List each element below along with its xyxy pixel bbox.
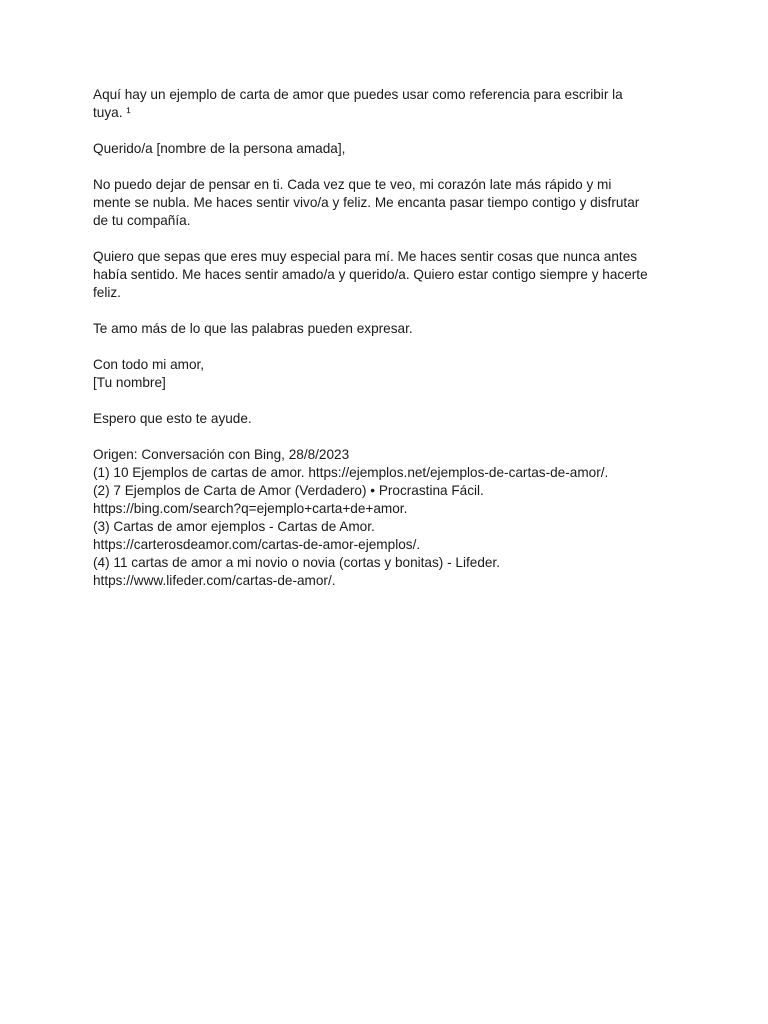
greeting-line: Querido/a [nombre de la persona amada],	[93, 141, 346, 156]
outro	[93, 410, 683, 428]
greeting	[93, 140, 683, 158]
paragraph-1-line-1: No puedo dejar de pensar en ti. Cada vez que te veo, mi corazón late más rápido y mi	[93, 177, 612, 192]
source-line-7: https://www.lifeder.com/cartas-de-amor/.	[93, 573, 336, 588]
closing-block	[93, 356, 683, 392]
source-line-4: (3) Cartas de amor ejemplos - Cartas de Amor.	[93, 519, 375, 534]
source-line-5: https://carterosdeamor.com/cartas-de-amor-ejemplos/.	[93, 537, 421, 552]
sources-header: Origen: Conversación con Bing, 28/8/2023	[93, 447, 350, 462]
paragraph-2-line-3: feliz.	[93, 285, 121, 300]
source-line-3: https://bing.com/search?q=ejemplo+carta+de+amor.	[93, 501, 408, 516]
intro-line-2: tuya. ¹	[93, 105, 131, 120]
signature-line: [Tu nombre]	[93, 375, 166, 390]
paragraph-3-line: Te amo más de lo que las palabras pueden expresar.	[93, 321, 413, 336]
intro-paragraph	[93, 86, 683, 122]
intro-line-1: Aquí hay un ejemplo de carta de amor que puedes usar como referencia para escribir la	[93, 87, 623, 102]
paragraph-3	[93, 320, 683, 338]
paragraph-2-line-1: Quiero que sepas que eres muy especial para mí. Me haces sentir cosas que nunca antes	[93, 249, 638, 264]
document-body	[93, 86, 683, 590]
paragraph-1	[93, 176, 683, 230]
paragraph-2	[93, 248, 683, 302]
paragraph-1-line-2: mente se nubla. Me haces sentir vivo/a y feliz. Me encanta pasar tiempo contigo y disfrutar	[93, 195, 640, 210]
paragraph-2-line-2: había sentido. Me haces sentir amado/a y querido/a. Quiero estar contigo siempre y hacerte	[93, 267, 648, 282]
source-line-2: (2) 7 Ejemplos de Carta de Amor (Verdadero) • Procrastina Fácil.	[93, 483, 484, 498]
sources-block	[93, 446, 683, 590]
outro-line: Espero que esto te ayude.	[93, 411, 252, 426]
source-line-6: (4) 11 cartas de amor a mi novio o novia (cortas y bonitas) - Lifeder.	[93, 555, 500, 570]
closing-line: Con todo mi amor,	[93, 357, 205, 372]
source-line-1: (1) 10 Ejemplos de cartas de amor. https://ejemplos.net/ejemplos-de-cartas-de-amor/.	[93, 465, 609, 480]
paragraph-1-line-3: de tu compañía.	[93, 213, 191, 228]
